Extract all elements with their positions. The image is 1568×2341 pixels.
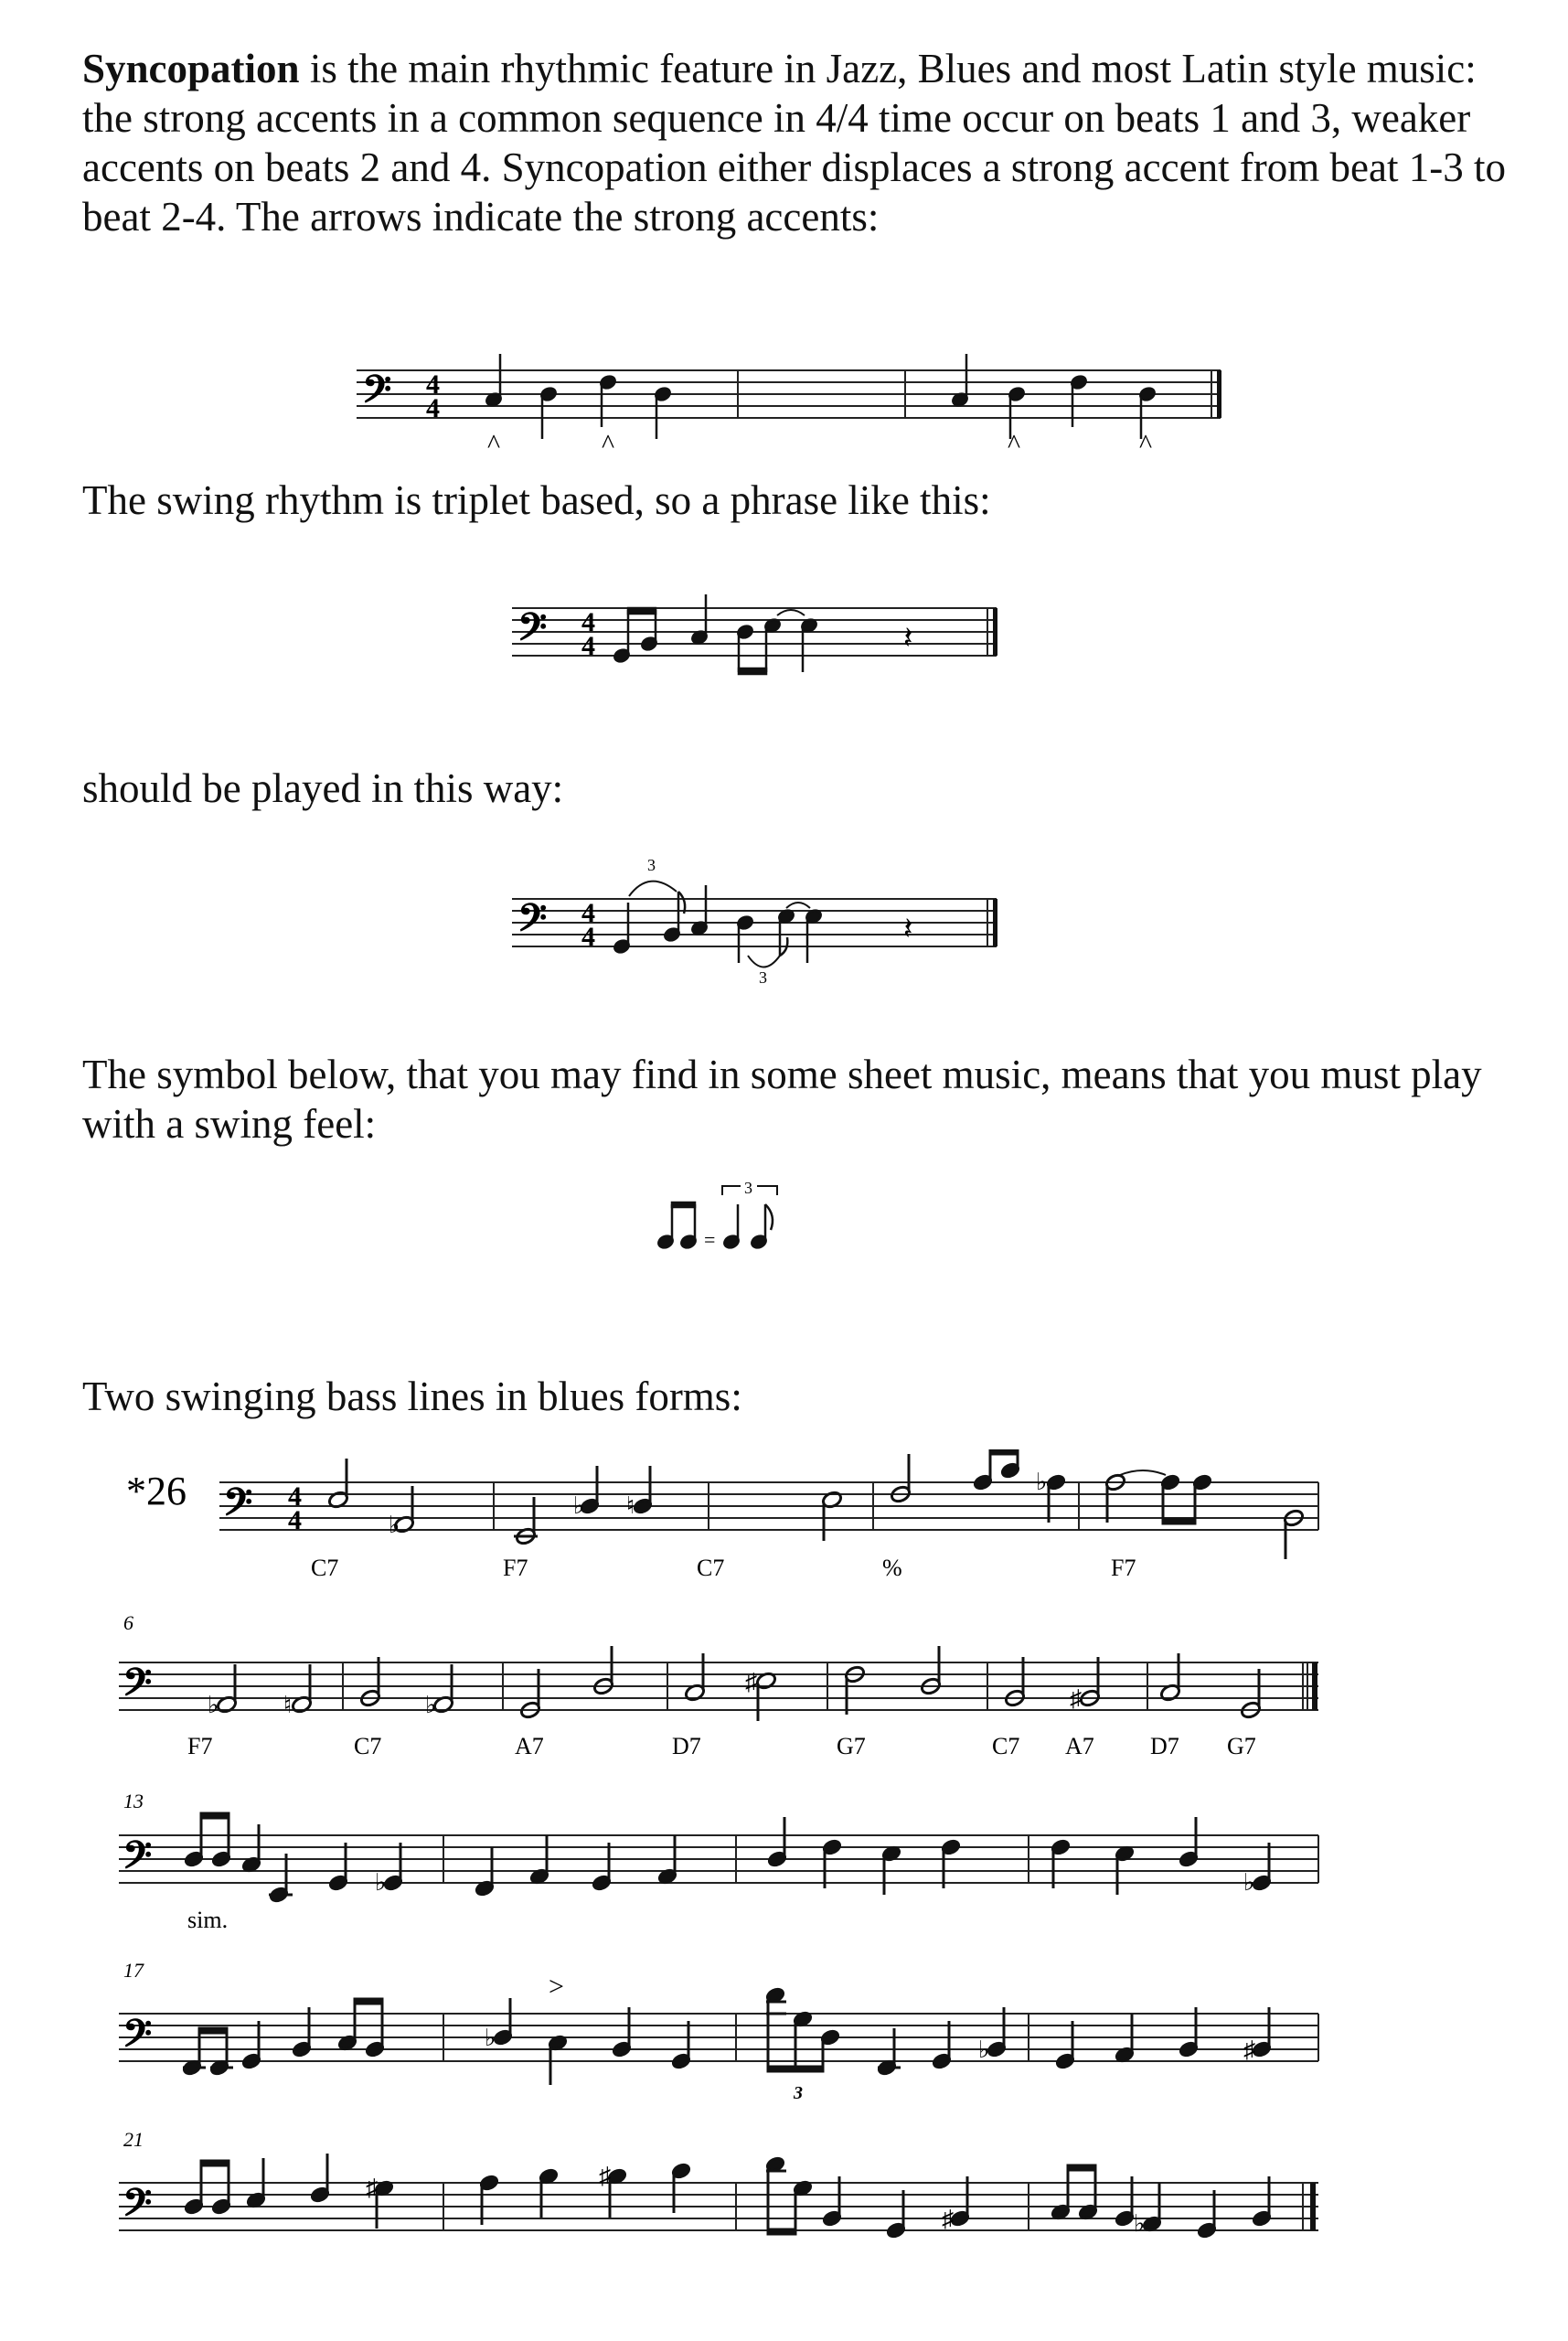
bass-line-system-1	[119, 1449, 1518, 1587]
svg-text:♭: ♭	[208, 1692, 219, 1718]
bass-clef-icon: 𝄢	[362, 369, 392, 420]
time-sig-bottom: 4	[581, 922, 595, 952]
chord-symbol: G7	[837, 1733, 866, 1756]
svg-text:♯: ♯	[942, 2206, 954, 2232]
chord-symbol: A7	[1065, 1733, 1094, 1756]
swing-intro-text: The swing rhythm is triplet based, so a phrase like this:	[82, 477, 991, 523]
bass-clef-icon: 𝄢	[517, 606, 548, 657]
time-sig-bottom: 4	[426, 393, 440, 423]
bass-line-system-2	[119, 1609, 1518, 1756]
svg-text:♭: ♭	[978, 2036, 990, 2063]
bass-clef-icon: 𝄢	[123, 2013, 153, 2064]
bass-clef-icon: 𝄢	[517, 897, 548, 948]
intro-paragraph	[82, 44, 1509, 241]
straight-phrase-staff	[512, 590, 1006, 690]
svg-text:♭: ♭	[485, 2025, 496, 2051]
svg-text:♭: ♭	[375, 1869, 387, 1896]
example-number: *26	[126, 1469, 187, 1513]
accent-mark: ^	[602, 429, 615, 459]
svg-text:♭: ♭	[1134, 2210, 1146, 2237]
chord-symbol: C7	[311, 1555, 339, 1581]
symbol-text: The symbol below, that you may find in some sheet music, means that you must play with a swing feel:	[82, 1052, 1482, 1147]
chord-symbol: C7	[354, 1733, 382, 1756]
quarter-rest-icon: 𝄽	[903, 622, 913, 656]
swung-phrase-staff	[512, 855, 1006, 988]
played-text: should be played in this way:	[82, 765, 564, 811]
accent-gt: >	[549, 1972, 564, 2002]
svg-text:♮: ♮	[283, 1692, 293, 1718]
time-sig-top: 4	[288, 1481, 302, 1512]
swing-symbol	[649, 1175, 832, 1267]
time-sig-bottom: 4	[288, 1505, 302, 1535]
intro-text: is the main rhythmic feature in Jazz, Blues and most Latin style music: the strong accents in a common sequence in 4/4 time occur on beats 1 and 3, weaker accents on beats 2 and 4. Syncopation either displaces a strong accent from beat 1-3 to beat 2-4. The arrows indicate the strong accents:	[82, 46, 1506, 240]
chord-symbol: C7	[697, 1555, 725, 1581]
bass-lines-heading: Two swinging bass lines in blues forms:	[82, 1374, 742, 1419]
chord-symbol: F7	[187, 1733, 213, 1756]
triplet-number: 3	[759, 968, 767, 987]
measure-number: 17	[123, 1959, 144, 1982]
svg-text:♭: ♭	[573, 1492, 585, 1519]
svg-text:♯: ♯	[599, 2163, 611, 2189]
time-sig-top: 4	[426, 369, 440, 400]
svg-text:♭: ♭	[389, 1512, 400, 1538]
quarter-rest-icon: 𝄽	[903, 913, 913, 946]
bass-line-system-4	[119, 1957, 1518, 2112]
chord-symbol: %	[882, 1555, 902, 1581]
chord-symbol: G7	[1227, 1733, 1256, 1756]
svg-text:♯: ♯	[745, 1669, 757, 1695]
chord-symbol: F7	[503, 1555, 528, 1581]
measure-number: 21	[123, 2128, 144, 2151]
bass-line-system-5	[119, 2126, 1518, 2272]
equals-sign: =	[704, 1228, 716, 1251]
time-sig-top: 4	[581, 898, 595, 928]
accent-mark: ^	[1139, 429, 1153, 459]
measure-number: 13	[123, 1790, 144, 1812]
chord-symbol: A7	[515, 1733, 544, 1756]
chord-symbol: D7	[672, 1733, 701, 1756]
time-sig-bottom: 4	[581, 631, 595, 661]
triplet-number: 3	[647, 856, 656, 874]
bass-clef-icon: 𝄢	[123, 1834, 153, 1886]
syncopation-example-staff	[357, 352, 1234, 466]
bass-clef-icon: 𝄢	[123, 2182, 153, 2233]
bass-line-system-3	[119, 1788, 1518, 1943]
svg-text:♭: ♭	[425, 1692, 437, 1718]
accent-mark: ^	[487, 429, 501, 459]
accent-mark: ^	[1008, 429, 1021, 459]
svg-text:♭: ♭	[1243, 1869, 1255, 1896]
time-sig-top: 4	[581, 607, 595, 637]
measure-number: 6	[123, 1611, 133, 1634]
chord-symbol: C7	[992, 1733, 1020, 1756]
svg-text:♮: ♮	[626, 1492, 635, 1519]
triplet-number: 3	[794, 2083, 803, 2103]
svg-text:♯: ♯	[366, 2175, 378, 2201]
bass-clef-icon: 𝄢	[123, 1662, 153, 1713]
triplet-number: 3	[744, 1179, 752, 1197]
intro-term: Syncopation	[82, 46, 300, 91]
svg-text:♭: ♭	[1036, 1469, 1048, 1495]
bass-clef-icon: 𝄢	[223, 1481, 253, 1533]
svg-text:♯: ♯	[1070, 1685, 1082, 1712]
svg-text:♯: ♯	[1243, 2036, 1255, 2063]
chord-symbol: F7	[1111, 1555, 1136, 1581]
chord-symbol: D7	[1150, 1733, 1179, 1756]
sim-label: sim.	[187, 1907, 229, 1933]
